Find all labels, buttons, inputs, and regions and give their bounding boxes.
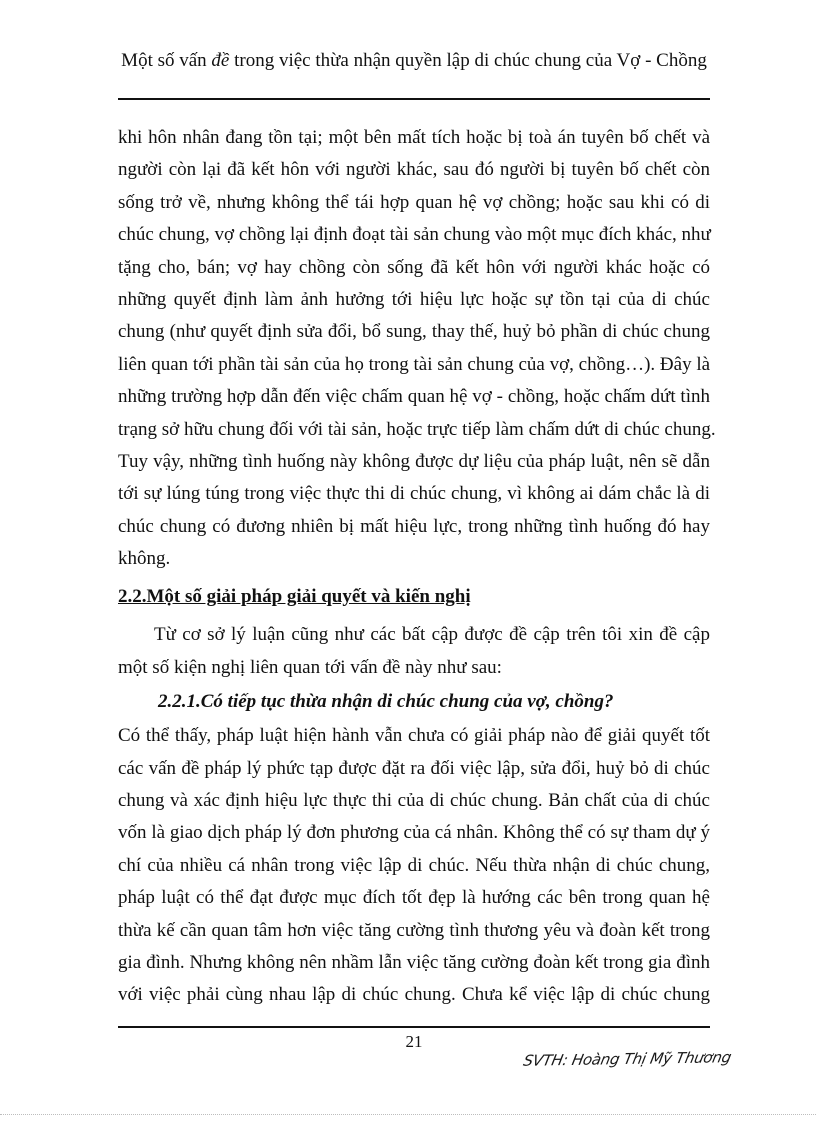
section-heading: 2.2.Một số giải pháp giải quyết và kiến nghị — [118, 586, 471, 608]
footer-divider — [118, 1026, 710, 1028]
text-line: liên quan tới phần tài sản của họ trong tài sản chung của vợ, chồng…). Đây là — [118, 353, 711, 375]
page-edge-divider — [0, 1114, 816, 1115]
text-line: trạng sở hữu chung đối với tài sản, hoặc trực tiếp làm chấm dứt di chúc chung. — [118, 418, 716, 440]
text-line: những trường hợp dẫn đến việc chấm quan hệ vợ - chồng, hoặc chấm dứt tình — [118, 386, 710, 408]
text-line: các vấn đề pháp lý phức tạp được đặt ra đối việc lập, sửa đổi, huỷ bỏ di chúc — [118, 757, 710, 779]
text-line: những quyết định làm ảnh hưởng tới hiệu lực hoặc sự tồn tại của di chúc — [118, 288, 710, 310]
paragraph-2 — [118, 619, 710, 684]
text-line: Từ cơ sở lý luận cũng như các bất cập được đề cập trên tôi xin đề cập — [154, 624, 710, 646]
subsection-heading: 2.2.1.Có tiếp tục thừa nhận di chúc chung của vợ, chồng? — [158, 691, 614, 713]
text-line: gia đình. Nhưng không nên nhầm lẫn việc tăng cường đoàn kết trong gia đình — [118, 951, 710, 973]
paragraph-1 — [118, 122, 716, 575]
text-line: tới sự lúng túng trong việc thực thi di chúc chung, vì không ai dám chắc là di — [118, 483, 710, 505]
text-line: pháp luật có thể đạt được mục đích tốt đẹp là hướng các bên trong quan hệ — [118, 887, 710, 909]
text-line: Tuy vậy, những tình huống này không được dự liệu của pháp luật, nên sẽ dẫn — [118, 450, 710, 472]
header-title-part2: trong việc thừa nhận quyền lập di chúc chung của Vợ - Chồng — [229, 50, 707, 71]
header-title-emphasis: đề — [211, 50, 230, 71]
header-divider — [118, 98, 710, 100]
text-line: khi hôn nhân đang tồn tại; một bên mất tích hoặc bị toà án tuyên bố chết và — [118, 127, 710, 148]
header-title-part1: Một số vấn — [121, 50, 212, 71]
text-line: chúc chung có đương nhiên bị mất hiệu lực, trong những tình huống đó hay — [118, 515, 710, 537]
document-body — [118, 122, 716, 1012]
text-line: chung và xác định hiệu lực thực thi của di chúc chung. Bản chất của di chúc — [118, 790, 710, 812]
text-line: thừa kế cần quan tâm hơn việc tăng cường tình thương yêu và đoàn kết trong — [118, 919, 710, 941]
text-line: chí của nhiều cá nhân trong việc lập di chúc. Nếu thừa nhận di chúc chung, — [118, 854, 710, 876]
text-line: tặng cho, bán; vợ hay chồng còn sống đã kết hôn với người khác hoặc có — [118, 256, 710, 278]
page-header-title — [118, 50, 710, 72]
text-line: với việc phải cùng nhau lập di chúc chung. Chưa kể việc lập di chúc chung — [118, 984, 710, 1006]
text-line: người còn lại đã kết hôn với người khác, sau đó người bị tuyên bố chết còn — [118, 159, 710, 181]
text-line: một số kiện nghị liên quan tới vấn đề này như sau: — [118, 656, 502, 678]
page-number: 21 — [405, 1032, 423, 1051]
text-line: vốn là giao dịch pháp lý đơn phương của cá nhân. Không thể có sự tham dự ý — [118, 822, 710, 844]
text-line: Có thể thấy, pháp luật hiện hành vẫn chưa có giải pháp nào để giải quyết tốt — [118, 725, 710, 747]
paragraph-3 — [118, 720, 710, 1012]
text-line: không. — [118, 548, 171, 570]
text-line: sống trở về, nhưng không thể tái hợp quan hệ vợ chồng; hoặc sau khi có di — [118, 191, 710, 213]
text-line: chung (như quyết định sửa đổi, bổ sung, thay thế, huỷ bỏ phần di chúc chung — [118, 321, 710, 343]
text-line: chúc chung, vợ chồng lại định đoạt tài sản chung vào một mục đích khác, như — [118, 224, 711, 246]
author-signature: SVTH: Hoàng Thị Mỹ Thương — [521, 1048, 733, 1070]
